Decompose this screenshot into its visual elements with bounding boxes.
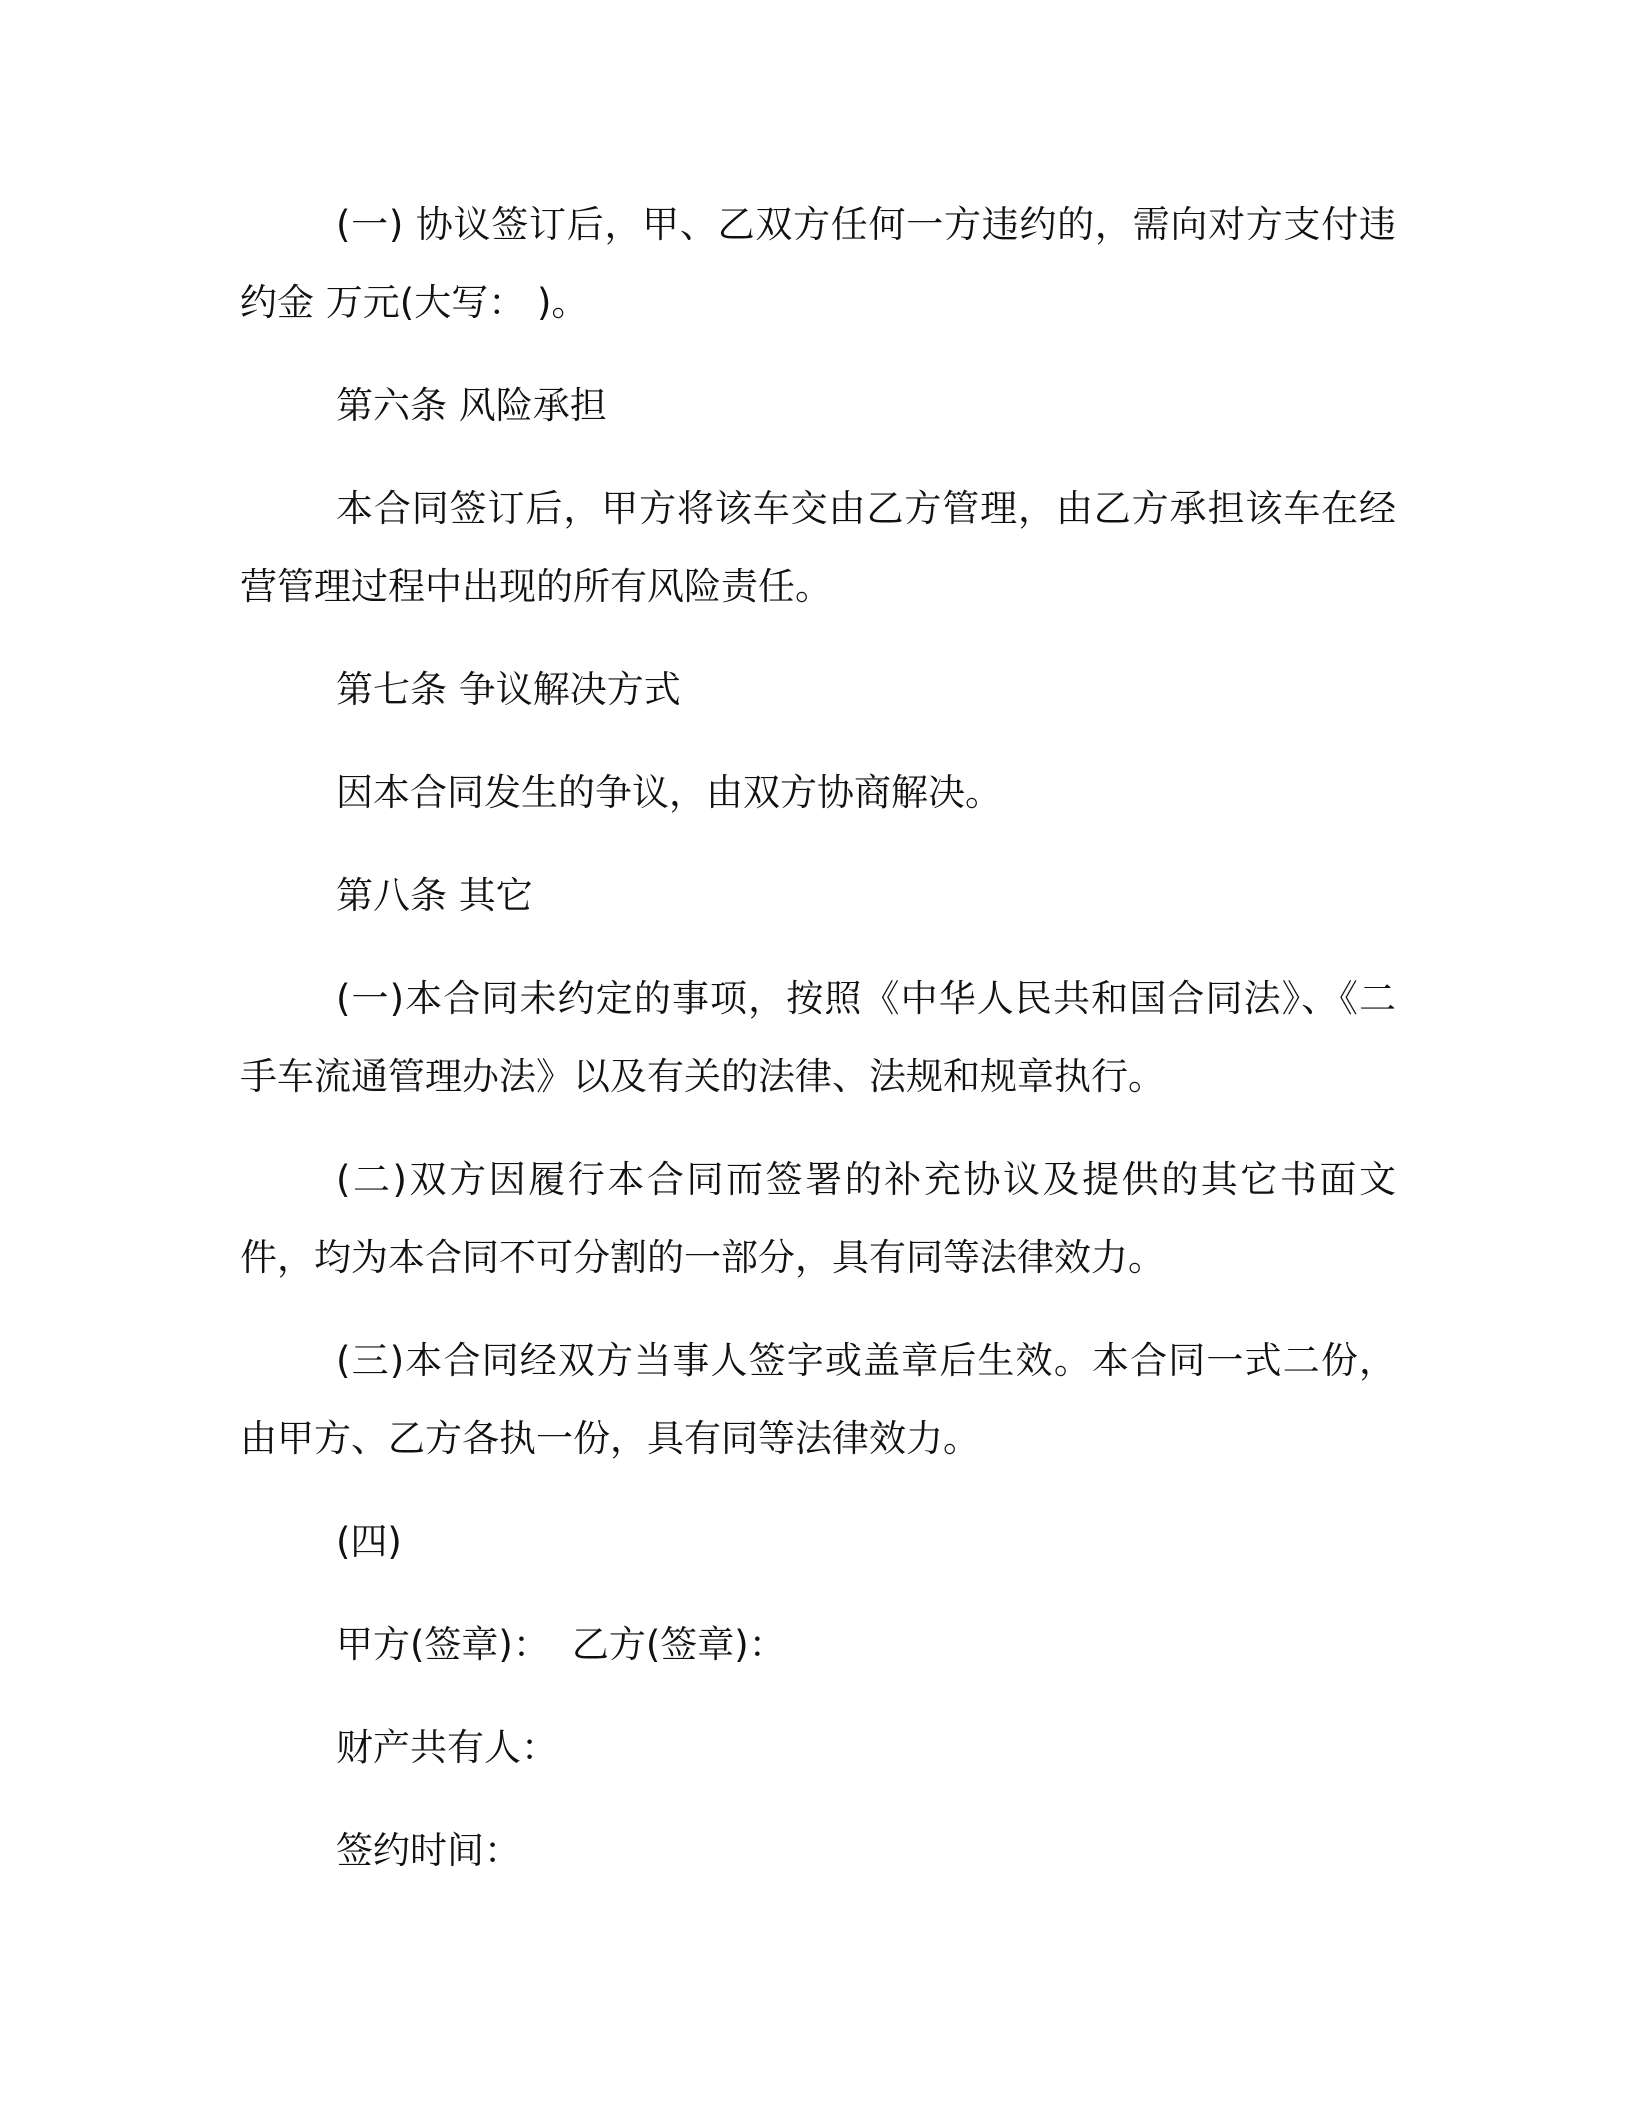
clause-paragraph: (一)本合同未约定的事项，按照《中华人民共和国合同法》、《二手车流通管理办法》以及有关的法律、法规和规章执行。 <box>240 977 1396 1098</box>
party-b-signature-label: 乙方(签章)： <box>571 1623 786 1666</box>
clause-paragraph: 本合同签订后，甲方将该车交由乙方管理，由乙方承担该车在经营管理过程中出现的所有风险责任。 <box>240 487 1396 608</box>
clause-paragraph: (一) 协议签订后，甲、乙双方任何一方违约的，需向对方支付违约金 万元(大写： )。 <box>240 203 1396 324</box>
article-heading: 第七条 争议解决方式 <box>336 668 681 711</box>
article-heading: 第八条 其它 <box>336 874 533 917</box>
signature-line <box>240 1606 1396 1684</box>
clause-paragraph: 因本合同发生的争议，由双方协商解决。 <box>336 771 1002 814</box>
article-heading: 第六条 风险承担 <box>336 384 607 427</box>
clause-paragraph: (二)双方因履行本合同而签署的补充协议及提供的其它书面文件，均为本合同不可分割的一部分，具有同等法律效力。 <box>240 1158 1396 1279</box>
clause-paragraph: (四) <box>336 1520 402 1563</box>
clause-paragraph: (三)本合同经双方当事人签字或盖章后生效。本合同一式二份，由甲方、乙方各执一份，具有同等法律效力。 <box>240 1339 1396 1460</box>
document-body <box>240 186 1396 1915</box>
party-a-signature-label: 甲方(签章)： <box>336 1623 550 1666</box>
sign-date-label: 签约时间： <box>336 1829 521 1872</box>
co-owner-label: 财产共有人： <box>336 1726 558 1769</box>
